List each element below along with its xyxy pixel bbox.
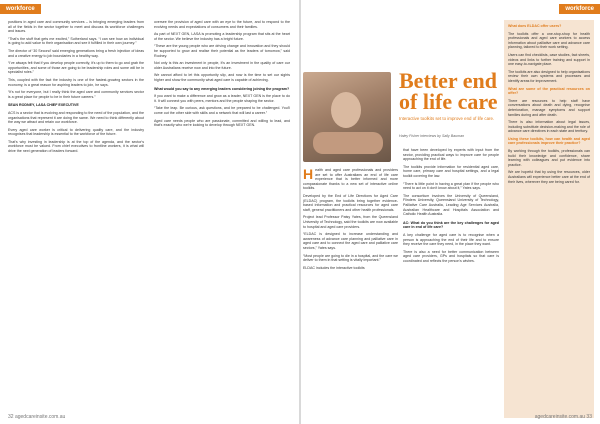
paragraph: We cannot afford to let this opportunity slip, and now is the time to set our sights higher and show the community what aged care is capable of achieving.: [154, 73, 290, 82]
title-line: Better end: [399, 68, 497, 93]
paragraph: Every aged care worker is critical to delivering quality care, and the industry recognises that leadership is essential to the workforce of the future.: [8, 127, 144, 137]
subheading: What would you say to any emerging leaders considering joining the program?: [154, 86, 290, 91]
paragraph: “There is little point in having a great plan if the people who need to act on it don't know about it,” Yates says.: [403, 181, 499, 191]
paragraph: positions in aged care and community services – is bringing emerging leaders from all of the fields in the sector together to meet and discuss its workforce challenges and issues.: [8, 20, 144, 34]
paragraph: oversee the provision of aged care with an eye to the future, and to respond to the evolving needs and expectations of consumers and their families.: [154, 20, 290, 29]
title-line: of life care: [399, 89, 498, 114]
article-column: [303, 168, 398, 273]
paragraph: The consortium involves the University of Queensland, Flinders University, Queensland University of Technology, Palliative Care Australia, Leading Age Services Australia, Australian Healthcare and Hospitals Association and Catholic Health Australia.: [403, 193, 499, 217]
lead-paragraph-text: ealth and aged care professionals and providers are set to offer Australians an end of life care experience that is better informed and more compassionate thanks to a new set of interactive online toolkits.: [303, 168, 398, 191]
paragraph: That's why investing in leadership is at the top of the agenda, and the sector's workforce must be valued. From chief executives to frontline workers, it is what will drive the next generation of leaders forward.: [8, 139, 144, 154]
paragraph: There are resources to help staff have conversations about death and dying, recognise deterioration, manage symptoms and support families during and after death.: [508, 98, 590, 117]
paragraph: Not only is this an investment in people, it's an investment in the quality of care our older Australians receive now and into the future.: [154, 61, 290, 70]
subheading: AC: What do you think are the key challenges for aged care in end of life care?: [403, 220, 499, 230]
subheading: What are some of the practical resources on offer?: [508, 86, 590, 96]
paragraph: A key challenge for aged care is to recognise when a person is approaching the end of their life and to ensure they receive the care they need, in the place they want.: [403, 232, 499, 247]
article-column: [8, 20, 144, 157]
paragraph: Project lead Professor Patsy Yates, from the Queensland University of Technology, said the toolkits are now available to hospital and aged care providers.: [303, 215, 398, 229]
paragraph: ACS is a sector that is evolving and responding to the need of the population, and the organisations that represent it are doing the same. We need to think differently about the way we attract and retain our workforce.: [8, 110, 144, 125]
subheading: What does ELDAC offer users?: [508, 24, 562, 28]
photo-face: [331, 92, 361, 128]
paragraph: The toolkits are also designed to help organisations review their own systems and processes and identify areas for improvement.: [508, 69, 590, 83]
paragraph: This, coupled with the fact the industry is one of the fastest-growing sectors in the economy, is a great reason for aspiring leaders to join, he says.: [8, 77, 144, 87]
subheading: SEAN RODNEY, LASA CHIEF EXECUTIVE: [8, 103, 79, 108]
drop-cap: H: [303, 166, 314, 182]
standfirst: Interactive toolkits set to improve end of life care.: [399, 116, 495, 121]
page-footer: agedcareinsite.com.au 33: [534, 414, 592, 420]
paragraph: “It's not for everyone, but I really think the aged care and community services sector is a great place for people to be in their future careers.”: [8, 90, 144, 99]
byline: Haley Fisher interviews by Sally Bauman: [399, 134, 465, 138]
paragraph: “Take the leap. Be curious, ask questions, and be prepared to be challenged. You'll come out the other side with skills and a network that will last a career.”: [154, 106, 290, 115]
article-photo: [303, 72, 391, 162]
paragraph: that have been developed by experts with input from the sector, providing practical ways to improve care for people approaching the end of life.: [403, 148, 499, 162]
paragraph: We are hopeful that by using the resources, older Australians will experience better care at the end of their lives, wherever they are being cared for.: [508, 170, 590, 184]
paragraph: “These are the young people who are driving change and innovation and they should be supported to grow and realise their potential as the leaders of tomorrow,” said Rodney.: [154, 44, 290, 58]
subheading: Using these toolkits, how can health and aged care professionals improve their practice?: [508, 136, 590, 146]
paragraph: ELDAC includes the interactive toolkits: [303, 265, 365, 270]
page-footer: 32 agedcareinsite.com.au: [8, 414, 66, 420]
article-column: [154, 20, 290, 131]
paragraph: Users can find checklists, case studies, fact sheets, videos and links to further training and support in one easy-to-navigate place.: [508, 52, 590, 67]
article-title: [399, 70, 498, 112]
paragraph: The toolkits offer a one-stop-shop for health professionals and aged care workers to access information about palliative care and advance care planning, tailored to their work setting.: [508, 31, 590, 50]
qa-sidebar: [504, 20, 594, 418]
paragraph: “That's the stuff that gets me excited,” Sutherland says. “I can see how an individual is going to add value to their organisation and see it fulfilled in their own journey.”: [8, 36, 144, 46]
left-page: [0, 0, 299, 424]
photo-hands: [313, 132, 383, 154]
paragraph: “Most people are going to die in a hospital, and the care we deliver to them in that setting is vitally important.”: [303, 253, 398, 263]
section-tag: workforce: [559, 4, 600, 14]
paragraph: As part of NEXT GEN, LASA is promoting a leadership program that sits at the heart of the sector. We believe the industry has a bright future.: [154, 32, 290, 41]
paragraph: There is also information about legal issues, including substitute decision-making and the role of advance care directives in each state and territory.: [508, 120, 590, 134]
paragraph: “I've always felt that if you develop people correctly, it's up to them to go and grab the opportunities, and some of those are going to be leadership roles and some will be in specialist roles.”: [8, 61, 144, 75]
paragraph: If you want to make a difference and grow as a leader, NEXT GEN is the place to do it. It will connect you with peers, mentors and the people shaping the sector.: [154, 94, 290, 103]
paragraph: The toolkits provide information for residential aged care, home care, primary care and hospital settings, and a legal toolkit covering the law.: [403, 164, 499, 178]
paragraph: “ELDAC is designed to increase understanding and awareness of advance care planning and palliative care in aged care and to connect the aged care and palliative care sectors,” Yates says.: [303, 232, 398, 250]
paragraph: There is also a need for better communication between aged care providers, GPs and hospitals so that care is coordinated and reflects the person's wishes.: [403, 249, 499, 263]
paragraph: Developed by the End of Life Directions for Aged Care (ELDAC) program, the toolkits bring together evidence-based information and practical resources for aged care staff, general practitioners and other health professionals.: [303, 193, 398, 212]
lead-paragraph: [303, 168, 398, 191]
article-column: [403, 148, 499, 266]
paragraph: Aged care needs people who are passionate, committed and willing to lead, and that's exactly who we're looking to develop through NEXT GEN.: [154, 118, 290, 128]
section-tag: workforce: [0, 4, 41, 14]
paragraph: By working through the toolkits, professionals can build their knowledge and confidence, share learning with colleagues and put evidence into practice.: [508, 149, 590, 167]
right-page: [301, 0, 600, 424]
paragraph: The director of ‘30 Second’ said emerging generations bring a fresh injection of ideas and a creative energy to job boundaries in a healthy way.: [8, 48, 144, 58]
